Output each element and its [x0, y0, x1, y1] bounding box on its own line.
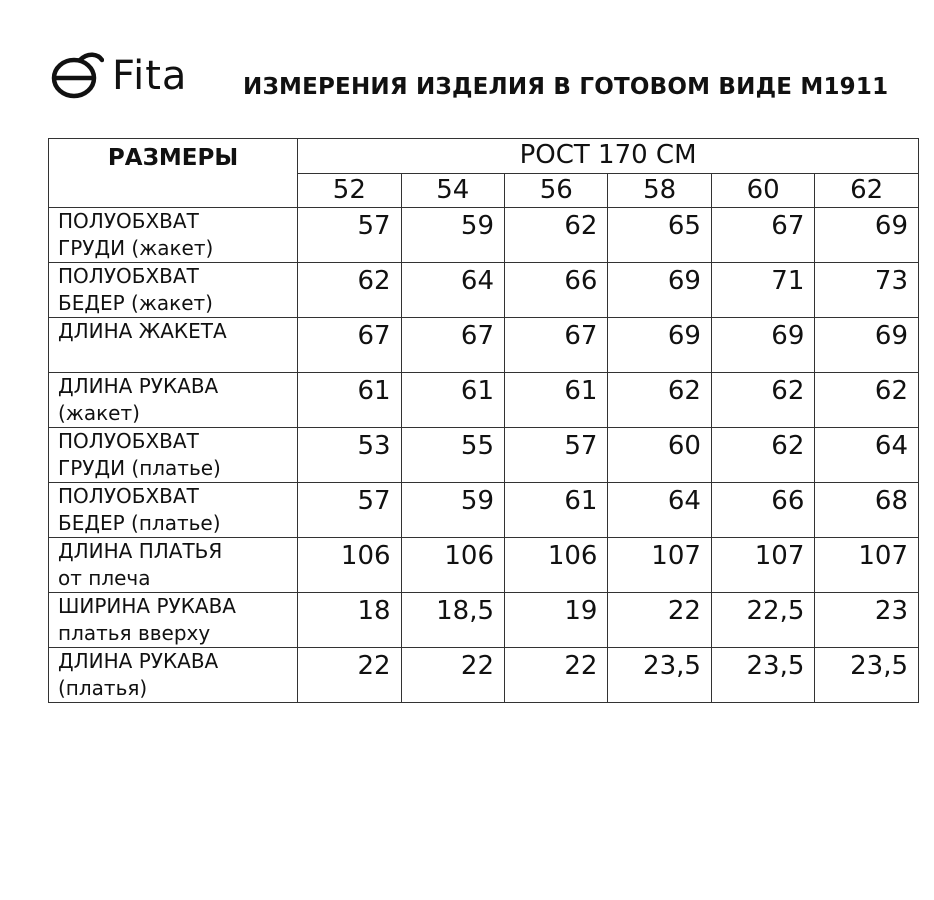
fita-logo-icon [50, 50, 104, 102]
size-header-cell: 60 [711, 173, 814, 208]
measurement-value: 69 [711, 318, 814, 373]
measurement-value: 61 [298, 373, 401, 428]
page-title: ИЗМЕРЕНИЯ ИЗДЕЛИЯ В ГОТОВОМ ВИДЕ М1911 [243, 74, 889, 100]
table-row [49, 648, 919, 703]
measurement-label [49, 483, 298, 538]
measurement-label-line1: ДЛИНА РУКАВА [58, 649, 219, 673]
measurement-value: 67 [298, 318, 401, 373]
measurement-label [49, 428, 298, 483]
measurement-value: 57 [505, 428, 608, 483]
measurement-value: 61 [401, 373, 504, 428]
measurement-label-line1: ПОЛУОБХВАТ [58, 264, 199, 288]
measurement-label [49, 373, 298, 428]
table-row [49, 483, 919, 538]
table-row [49, 428, 919, 483]
table-row [49, 373, 919, 428]
measurement-value: 64 [401, 263, 504, 318]
measurement-value: 59 [401, 208, 504, 263]
measurement-label-line2: ГРУДИ (жакет) [58, 236, 214, 260]
table-header-row [49, 139, 919, 174]
table-row [49, 263, 919, 318]
measurement-value: 53 [298, 428, 401, 483]
measurement-value: 68 [815, 483, 919, 538]
measurement-value: 64 [815, 428, 919, 483]
measurement-value: 60 [608, 428, 711, 483]
measurement-value: 18 [298, 593, 401, 648]
measurement-label-line1: ДЛИНА РУКАВА [58, 374, 219, 398]
measurement-value: 62 [711, 428, 814, 483]
measurement-value: 73 [815, 263, 919, 318]
measurement-value: 107 [608, 538, 711, 593]
measurement-value: 23,5 [711, 648, 814, 703]
table-row [49, 538, 919, 593]
measurement-value: 22,5 [711, 593, 814, 648]
size-header-cell: 54 [401, 173, 504, 208]
table-row [49, 593, 919, 648]
measurement-value: 67 [401, 318, 504, 373]
measurement-label-line1: ШИРИНА РУКАВА [58, 594, 236, 618]
measurement-label [49, 593, 298, 648]
measurement-value: 65 [608, 208, 711, 263]
measurement-label-line2: БЕДЕР (жакет) [58, 291, 213, 315]
measurement-label [49, 208, 298, 263]
measurement-value: 55 [401, 428, 504, 483]
measurement-label-line1: ДЛИНА ЖАКЕТА [58, 319, 227, 343]
measurement-value: 22 [505, 648, 608, 703]
measurement-value: 69 [815, 208, 919, 263]
measurement-value: 57 [298, 483, 401, 538]
measurement-value: 23,5 [608, 648, 711, 703]
measurement-label-line1: ПОЛУОБХВАТ [58, 429, 199, 453]
measurement-value: 62 [505, 208, 608, 263]
measurement-label [49, 263, 298, 318]
measurement-label-line2: от плеча [58, 566, 151, 590]
measurement-value: 69 [608, 263, 711, 318]
measurement-value: 61 [505, 373, 608, 428]
brand-name: Fita [112, 53, 188, 99]
measurement-value: 106 [401, 538, 504, 593]
measurement-value: 62 [608, 373, 711, 428]
height-header: РОСТ 170 СМ [298, 139, 919, 174]
measurement-label-line1: ПОЛУОБХВАТ [58, 209, 199, 233]
measurement-value: 22 [401, 648, 504, 703]
measurement-value: 66 [711, 483, 814, 538]
measurement-label [49, 318, 298, 373]
measurement-label [49, 648, 298, 703]
measurement-label-line1: ПОЛУОБХВАТ [58, 484, 199, 508]
table-row [49, 208, 919, 263]
measurement-value: 59 [401, 483, 504, 538]
measurement-value: 107 [711, 538, 814, 593]
measurement-label-line2: (жакет) [58, 401, 140, 425]
measurement-value: 69 [608, 318, 711, 373]
measurement-label-line2: (платья) [58, 676, 148, 700]
measurement-label-line1: ДЛИНА ПЛАТЬЯ [58, 539, 223, 563]
measurement-value: 22 [608, 593, 711, 648]
measurement-value: 57 [298, 208, 401, 263]
size-header-cell: 56 [505, 173, 608, 208]
measurement-value: 23 [815, 593, 919, 648]
measurement-value: 67 [505, 318, 608, 373]
measurement-value: 106 [505, 538, 608, 593]
measurement-label-line2: БЕДЕР (платье) [58, 511, 221, 535]
measurement-value: 62 [815, 373, 919, 428]
size-table [48, 138, 919, 703]
measurement-value: 62 [298, 263, 401, 318]
sizes-header: РАЗМЕРЫ [49, 139, 298, 208]
measurement-value: 67 [711, 208, 814, 263]
measurement-value: 18,5 [401, 593, 504, 648]
table-row [49, 318, 919, 373]
size-header-cell: 52 [298, 173, 401, 208]
measurement-value: 62 [711, 373, 814, 428]
measurement-label-line2: платья вверху [58, 621, 211, 645]
size-header-cell: 58 [608, 173, 711, 208]
measurement-label [49, 538, 298, 593]
measurement-value: 61 [505, 483, 608, 538]
measurement-value: 64 [608, 483, 711, 538]
measurement-value: 107 [815, 538, 919, 593]
measurement-value: 22 [298, 648, 401, 703]
measurement-value: 66 [505, 263, 608, 318]
measurement-value: 71 [711, 263, 814, 318]
measurement-value: 69 [815, 318, 919, 373]
measurement-value: 19 [505, 593, 608, 648]
brand-logo [50, 50, 187, 102]
measurement-value: 106 [298, 538, 401, 593]
measurement-label-line2: ГРУДИ (платье) [58, 456, 221, 480]
size-header-cell: 62 [815, 173, 919, 208]
measurement-value: 23,5 [815, 648, 919, 703]
